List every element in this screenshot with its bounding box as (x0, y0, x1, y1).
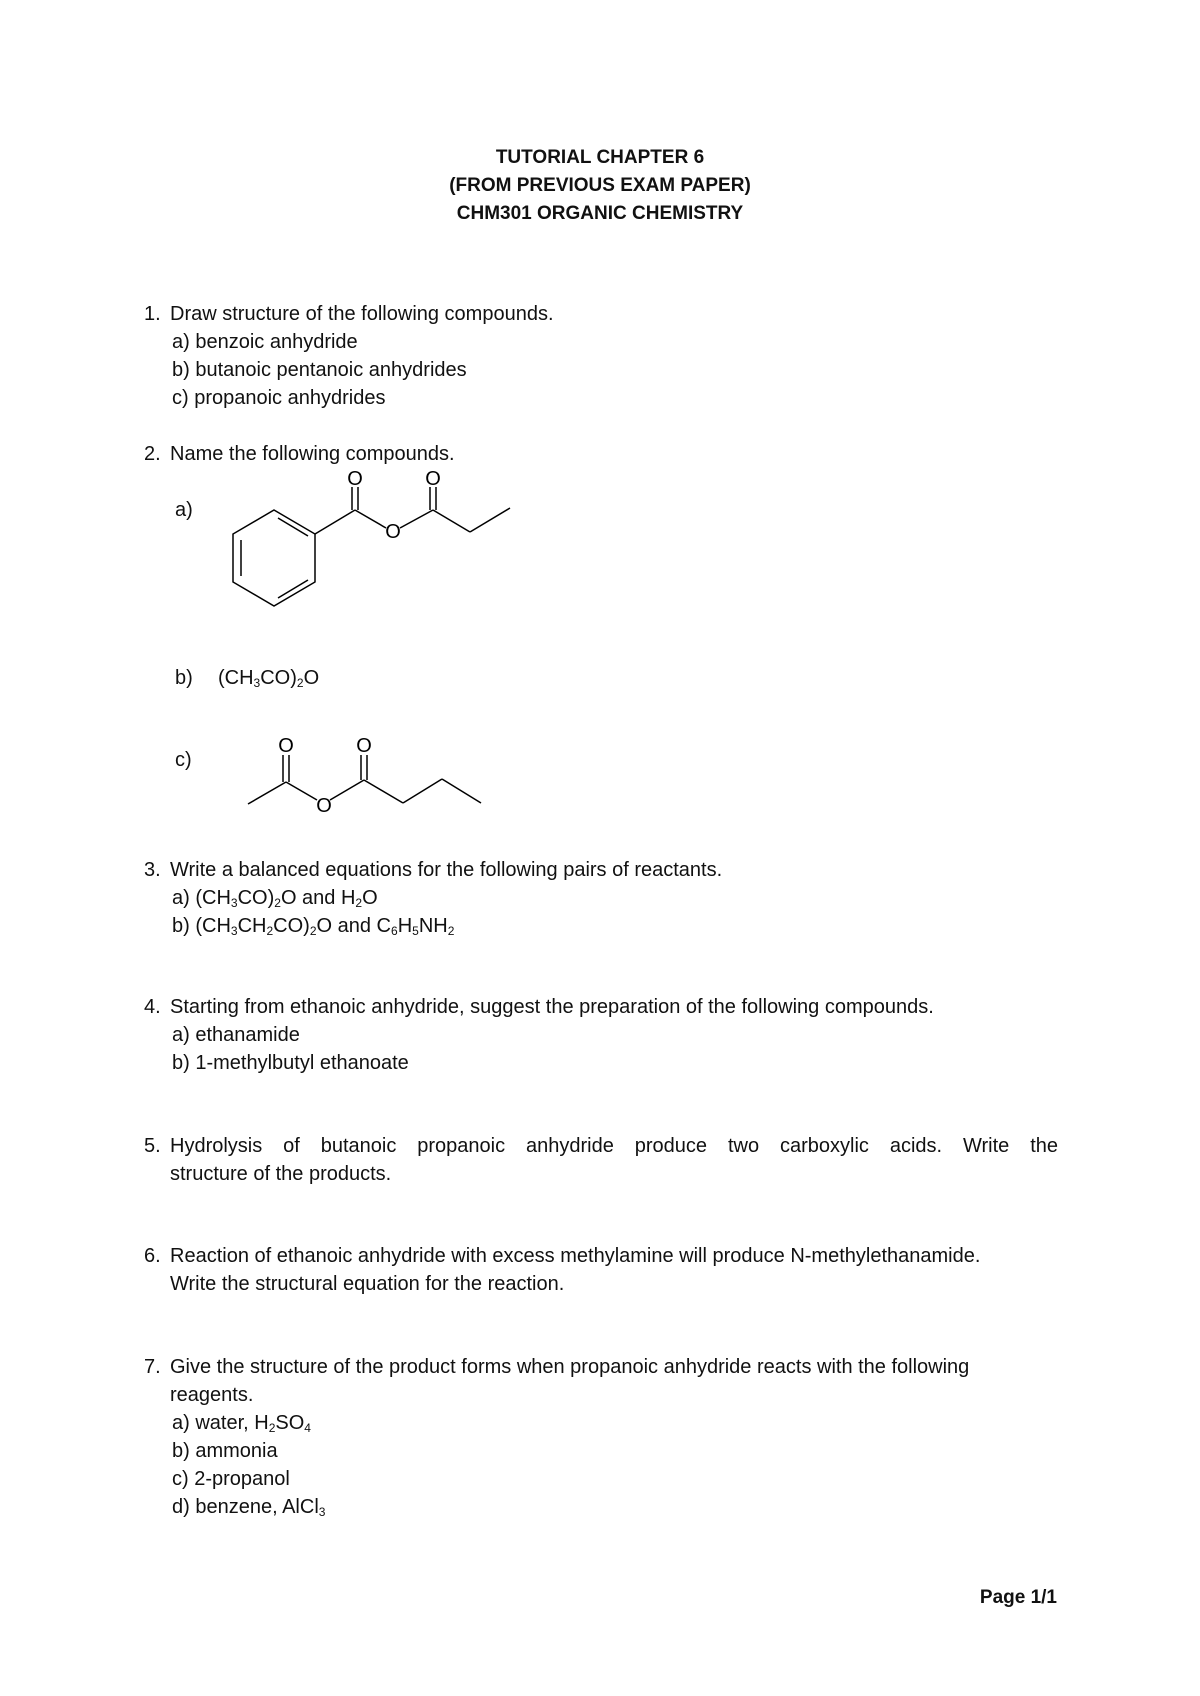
q7-line-1: Give the structure of the product forms when propanoic anhydride reacts with the following (170, 1356, 970, 1378)
structure-a (200, 470, 520, 620)
q7-item-d: d) benzene, AlCl$_3$ (172, 1496, 326, 1519)
q6-number: 6. (144, 1245, 161, 1267)
q7-line-2: reagents. (170, 1384, 254, 1406)
q4-item-a: a) ethanamide (172, 1024, 300, 1046)
q2-item-c-label: c) (175, 749, 192, 771)
q2-item-a-label: a) (175, 499, 193, 521)
q1-item-b: b) butanoic pentanoic anhydrides (172, 359, 467, 381)
q7-number: 7. (144, 1356, 161, 1378)
q3-item-a: a) $(CH_3CO)_2O$ and $H_2O$ (172, 887, 378, 910)
q5-line-1: Hydrolysis of butanoic propanoic anhydride produce two carboxylic acids. Write the (170, 1135, 1058, 1157)
atom-o: O (278, 735, 294, 757)
structure-c (240, 722, 490, 812)
atom-o: O (425, 470, 441, 490)
q2-text: Name the following compounds. (170, 443, 455, 465)
atom-o: O (356, 735, 372, 757)
q4-number: 4. (144, 996, 161, 1018)
page-number: Page 1/1 (979, 1587, 1057, 1608)
q7-item-a: a) water, $H_2SO_4$ (172, 1412, 311, 1435)
q1-item-a: a) benzoic anhydride (172, 331, 358, 353)
q1-item-c: c) propanoic anhydrides (172, 387, 386, 409)
title-line-2: (FROM PREVIOUS EXAM PAPER) (449, 175, 751, 196)
q3-text: Write a balanced equations for the following pairs of reactants. (170, 859, 723, 881)
q3-item-b: b) $(CH_3CH_2CO)_2O$ and $C_6H_5NH_2$ (172, 915, 455, 938)
atom-o: O (347, 470, 363, 490)
q3-number: 3. (144, 859, 161, 881)
q1-text: Draw structure of the following compounds. (170, 303, 554, 325)
q1-number: 1. (144, 303, 161, 325)
atom-o: O (316, 795, 332, 812)
title-line-1: TUTORIAL CHAPTER 6 (495, 147, 705, 168)
q6-line-1: Reaction of ethanoic anhydride with excess methylamine will produce N-methylethanamide. (170, 1245, 981, 1267)
q2-number: 2. (144, 443, 161, 465)
q5-number: 5. (144, 1135, 161, 1157)
q4-item-b: b) 1-methylbutyl ethanoate (172, 1052, 409, 1074)
atom-o: O (385, 521, 401, 543)
q6-line-2: Write the structural equation for the reaction. (170, 1273, 565, 1295)
q5-line-2: structure of the products. (170, 1163, 392, 1185)
q7-item-c: c) 2-propanol (172, 1468, 290, 1490)
q2-item-b-label: b) (175, 667, 193, 689)
title-line-3: CHM301 ORGANIC CHEMISTRY (456, 203, 744, 224)
q7-item-b: b) ammonia (172, 1440, 278, 1462)
q4-text: Starting from ethanoic anhydride, suggest the preparation of the following compounds. (170, 996, 934, 1018)
q2-item-b-formula: $(CH_3CO)_2O$ (218, 667, 320, 690)
